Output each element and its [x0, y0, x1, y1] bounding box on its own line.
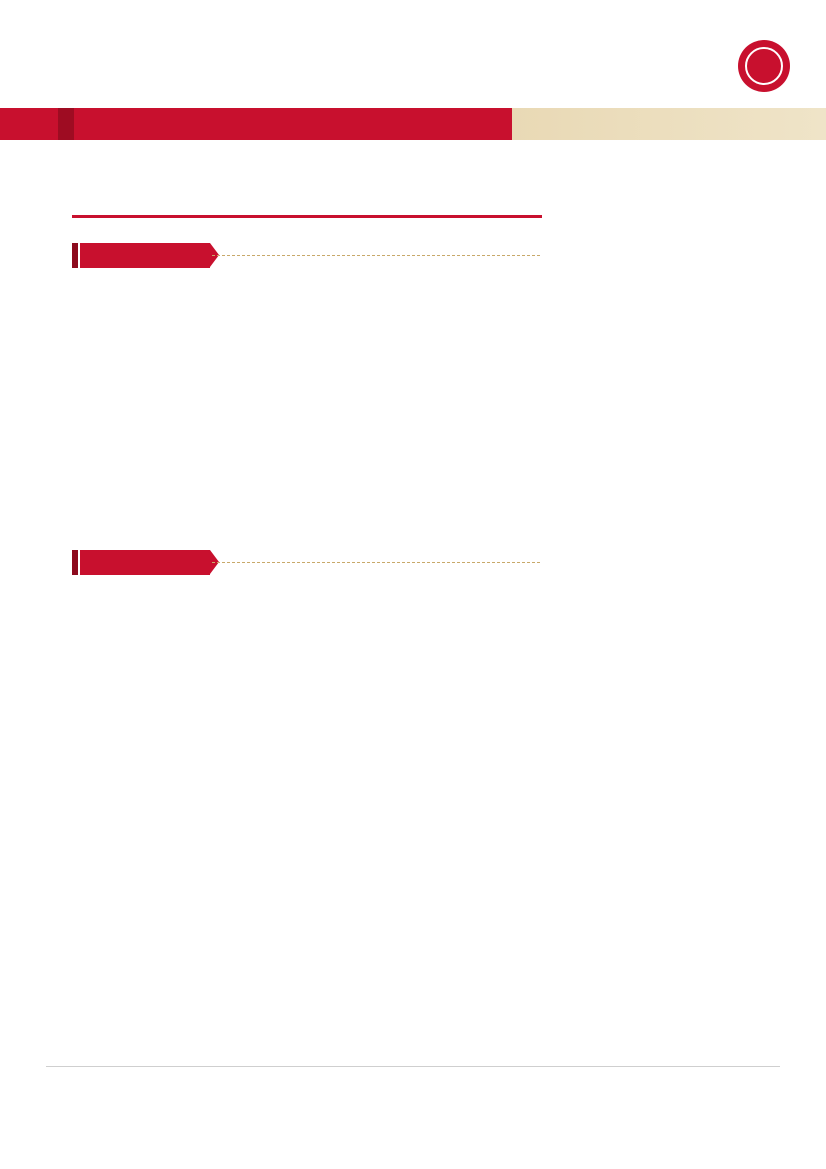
banner-notch: [58, 108, 74, 140]
highlights-tag: [80, 243, 210, 268]
footer-divider: [46, 1066, 780, 1067]
highlights-divider: [212, 255, 540, 256]
summary-divider: [212, 562, 540, 563]
summary-tag: [80, 550, 210, 575]
highlights-tag-bar: [72, 243, 78, 268]
logo-mark-icon: [738, 40, 790, 92]
summary-tag-bar: [72, 550, 78, 575]
title-underline: [72, 215, 542, 218]
qr-code[interactable]: [614, 172, 784, 342]
report-banner: [0, 108, 826, 140]
qr-code-canvas[interactable]: [614, 172, 784, 342]
citic-futures-logo: [738, 40, 798, 92]
